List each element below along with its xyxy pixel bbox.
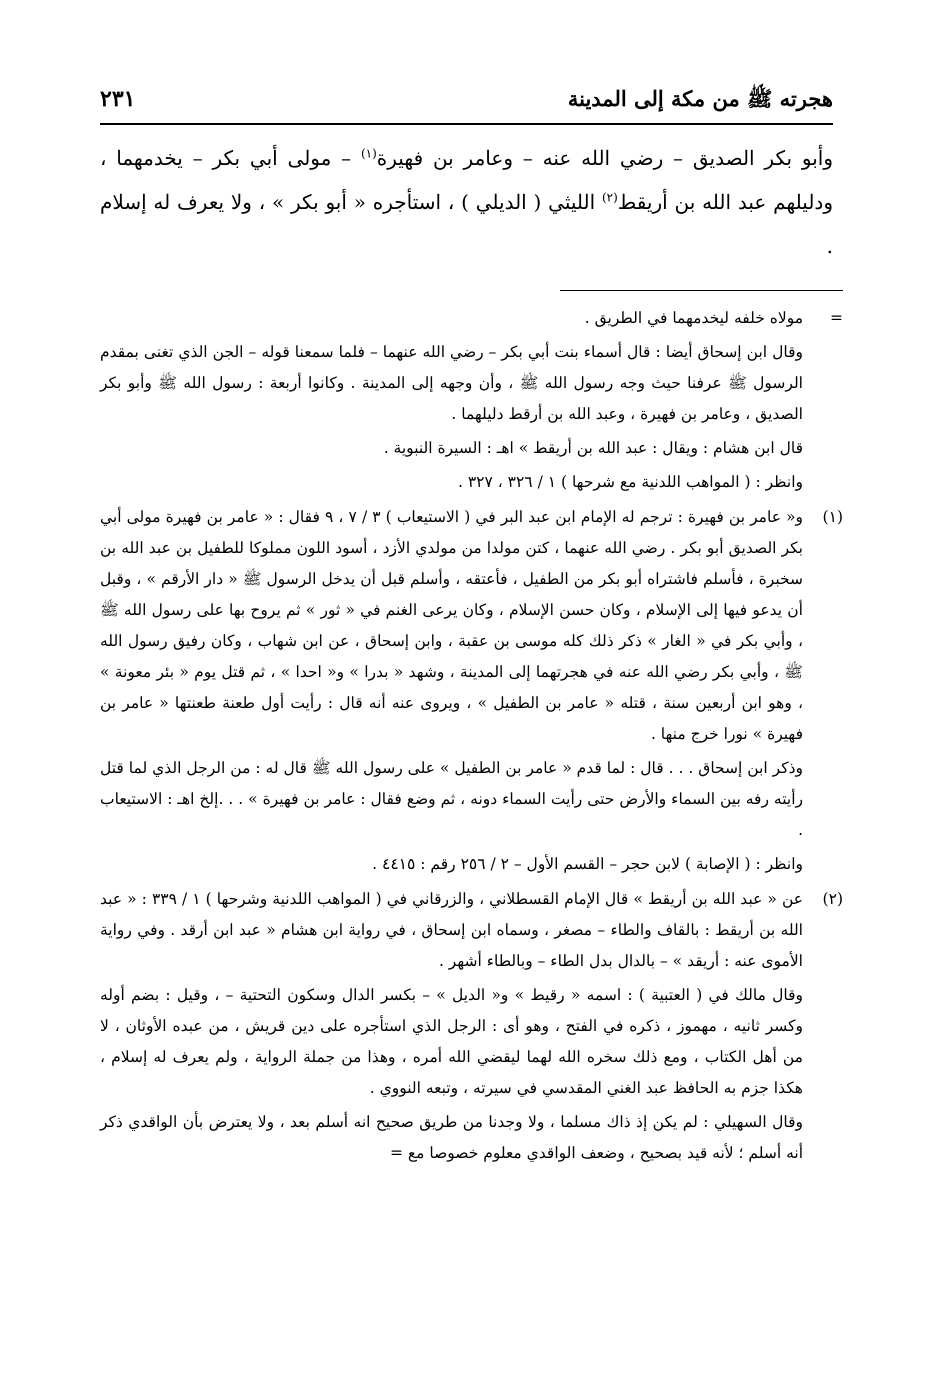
footnote-ref-2: (٢) — [601, 190, 618, 205]
page-number: ٢٣١ — [100, 86, 136, 112]
footnote-paragraph: عن « عبد الله بن أريقط » قال الإمام القسطلاني ، والزرقاني في ( المواهب اللدنية وشرحها ) ١ / ٣٣٩ : « عبد الله بن أريقط : بالقاف والطاء – مصغر ، وسماه ابن إسحاق ، في رواية ابن هشام « عبد ابن أرقد . وفي رواية الأموى عنه : أريقد » – بالدال بدل الطاء – وبالطاء أشهر . — [100, 890, 803, 970]
footnote-paragraph: وانظر : ( الإصابة ) لابن حجر – القسم الأول – ٢ / ٢٥٦ رقم : ٤٤١٥ . — [372, 855, 803, 873]
main-text-part-3: الليثي ( الديلي ) ، استأجره « أبو بكر » ، ولا يعرف له إسلام . — [100, 190, 833, 258]
footnote-marker: (١) — [822, 508, 843, 526]
footnote-marker: = — [830, 309, 843, 327]
footnote-paragraph: قال ابن هشام : ويقال : عبد الله بن أريقط » اهـ : السيرة النبوية . — [383, 439, 803, 457]
footnote-ref-1: (١) — [360, 146, 377, 161]
footnote-paragraph: وقال مالك في ( العتبية ) : اسمه « رقيط » و« الديل » – بكسر الدال وسكون التحتية – ، وقيل : بضم أوله وكسر ثانيه ، مهموز ، ذكره في الفتح ، وهو أى : الرجل الذي استأجره على دين قريش ، من عبده الأوثان ، لا من أهل الكتاب ، ومع ذلك سخره الله لهما ليقضي الله أمره ، وهذا من جملة الرواية ، ولم يعرف له إسلام ، هكذا جزم به الحافظ عبد الغني المقدسي في سيرته ، وتبعه النووي . — [100, 986, 803, 1097]
running-header — [100, 82, 833, 122]
footnote-paragraph: مولاه خلفه ليخدمهما في الطريق . — [584, 309, 803, 327]
footnote-continuation — [100, 303, 843, 498]
footnotes — [100, 303, 843, 1173]
main-text-part-1: وأبو بكر الصديق – رضي الله عنه – وعامر بن فهيرة — [376, 146, 833, 170]
main-paragraph — [100, 136, 833, 268]
main-text — [100, 136, 833, 268]
footnote-1 — [100, 502, 843, 880]
main-text-part-2: – مولى أبي بكر – يخدمهما ، ودليلهم عبد الله بن أريقط — [100, 146, 833, 214]
chapter-title: هجرته ﷺ من مكة إلى المدينة — [567, 86, 833, 111]
header-rule — [100, 123, 833, 125]
footnote-paragraph: و« عامر بن فهيرة : ترجم له الإمام ابن عبد البر في ( الاستيعاب ) ٣ / ٧ ، ٩ فقال : « عامر بن فهيرة مولى أبي بكر الصديق أبو بكر . رضي الله عنهما ، كتن مولدا من مولدي الأزد ، أسود اللون مملوكا للطفيل بن عبد الله بن سخبرة ، فأسلم فاشتراه أبو بكر من الطفيل ، فأعتقه ، وأسلم قبل أن يدخل الرسول ﷺ « دار الأرقم » ، وقبل أن يدعو فيها إلى الإسلام ، وكان حسن الإسلام ، وكان يرعى الغنم في « ثور » ثم يروح بها على رسول الله ﷺ ، وأبي بكر في « الغار » ذكر ذلك كله موسى بن عقبة ، وابن إسحاق ، عن ابن شهاب ، وكان رفيق رسول الله ﷺ ، وأبي بكر رضي الله عنه في هجرتهما إلى المدينة ، وشهد « بدرا » و« احدا » ، ثم قتل يوم « بئر معونة » ، وهو ابن أربعين سنة ، قتله « عامر بن الطفيل » ، ويروى عنه أنه قال : رأيت أول طعنة طعنتها « عامر بن فهيرة » نورا خرج منها . — [100, 508, 803, 743]
footnote-paragraph: وانظر : ( المواهب اللدنية مع شرحها ) ١ / ٣٢٦ ، ٣٢٧ . — [457, 473, 803, 491]
footnote-marker: (٢) — [822, 890, 843, 908]
footnote-separator — [560, 290, 843, 291]
footnote-paragraph: وقال السهيلي : لم يكن إذ ذاك مسلما ، ولا وجدنا من طريق صحيح انه أسلم بعد ، ولا يعترض بأن الواقدي ذكر أنه أسلم ؛ لأنه قيد بصحيح ، وضعف الواقدي معلوم خصوصا مع = — [100, 1113, 803, 1162]
footnote-paragraph: وقال ابن إسحاق أيضا : قال أسماء بنت أبي بكر – رضي الله عنهما – فلما سمعنا قوله – الجن الذي تغنى بمقدم الرسول ﷺ عرفنا حيث وجه رسول الله ﷺ ، وأن وجهه إلى المدينة . وكانوا أربعة : رسول الله ﷺ وأبو بكر الصديق ، وعامر بن فهيرة ، وعبد الله بن أرقط دليلهما . — [100, 343, 803, 423]
footnote-paragraph: وذكر ابن إسحاق . . . قال : لما قدم « عامر بن الطفيل » على رسول الله ﷺ قال له : من الرجل الذي لما قتل رأيته رفه بين السماء والأرض حتى رأيت السماء دونه ، ثم وضع فقال : عامر بن فهيرة » . . .إلخ اهـ : الاستيعاب . — [100, 759, 803, 839]
footnote-2 — [100, 884, 843, 1169]
